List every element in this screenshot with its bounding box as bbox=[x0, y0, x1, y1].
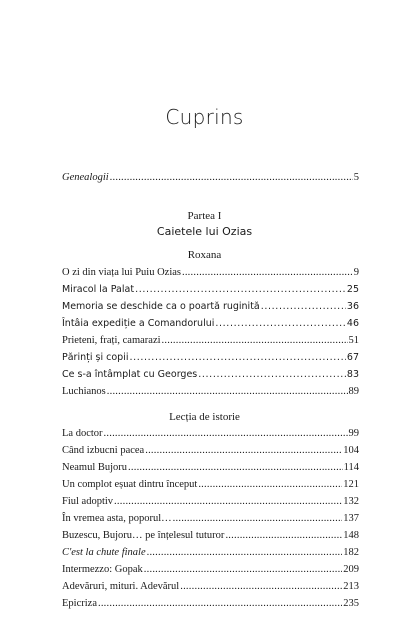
toc-entry-label: O zi din viața lui Puiu Ozias bbox=[62, 267, 181, 278]
dot-leader bbox=[110, 171, 353, 184]
dot-leader bbox=[135, 283, 346, 296]
toc-entry bbox=[62, 461, 359, 474]
dot-leader bbox=[107, 385, 348, 398]
toc-entry bbox=[62, 597, 359, 610]
toc-entry-page: 99 bbox=[348, 428, 359, 439]
toc-entry-page: 9 bbox=[353, 267, 359, 278]
toc-entry-label: Părinți și copii bbox=[62, 352, 129, 363]
part-heading: Partea I bbox=[187, 210, 222, 222]
dot-leader bbox=[98, 597, 342, 610]
toc-entry-label: Adevăruri, mituri. Adevărul bbox=[62, 581, 180, 592]
toc-entry bbox=[62, 563, 359, 576]
toc-entry-label: Ce s-a întâmplat cu Georges bbox=[62, 369, 198, 380]
toc-entry-page: 36 bbox=[346, 301, 359, 312]
toc-entry-label: Când izbucni pacea bbox=[62, 445, 145, 456]
toc-entry-page: 235 bbox=[343, 598, 359, 609]
toc-entry-label: Genealogii bbox=[62, 172, 109, 183]
toc-entry-page: 148 bbox=[343, 530, 359, 541]
toc-entry-page: 114 bbox=[343, 462, 359, 473]
toc-entry-label: Neamul Bujoru bbox=[62, 462, 128, 473]
toc-entry-page: 137 bbox=[343, 513, 359, 524]
toc-entry-page: 25 bbox=[346, 284, 359, 295]
toc-entry bbox=[62, 495, 359, 508]
toc-entry bbox=[62, 368, 359, 381]
dot-leader bbox=[225, 529, 342, 542]
toc-entry-label: Miracol la Palat bbox=[62, 284, 135, 295]
dot-leader bbox=[144, 563, 342, 576]
toc-entry bbox=[62, 283, 359, 296]
toc-entry-label: C'est la chute finale bbox=[62, 547, 146, 558]
toc-entry-page: 182 bbox=[343, 547, 359, 558]
dot-leader bbox=[173, 512, 343, 525]
toc-entry-page: 213 bbox=[343, 581, 359, 592]
toc-entry bbox=[62, 266, 359, 279]
toc-entry-label: Luchianos bbox=[62, 386, 106, 397]
dot-leader bbox=[145, 444, 342, 457]
dot-leader bbox=[182, 266, 353, 279]
toc-entry-page: 83 bbox=[346, 369, 359, 380]
dot-leader bbox=[128, 461, 343, 474]
dot-leader bbox=[162, 334, 348, 347]
dot-leader bbox=[261, 300, 346, 313]
toc-entry-page: 67 bbox=[346, 352, 359, 363]
toc-entry-label: Prieteni, frați, camarazi bbox=[62, 335, 161, 346]
toc-entry-label: Un complot eșuat dintru început bbox=[62, 479, 198, 490]
dot-leader bbox=[114, 495, 342, 508]
toc-entry bbox=[62, 300, 359, 313]
toc-entry-page: 132 bbox=[343, 496, 359, 507]
toc-entry-page: 51 bbox=[348, 335, 359, 346]
toc-entry bbox=[62, 478, 359, 491]
toc-entry bbox=[62, 385, 359, 398]
toc-entry-page: 5 bbox=[353, 172, 359, 183]
toc-entry-page: 121 bbox=[343, 479, 359, 490]
page-title: Cuprins bbox=[165, 105, 244, 129]
toc-entry bbox=[62, 546, 359, 559]
part-subtitle: Caietele lui Ozias bbox=[156, 225, 253, 238]
toc-entry bbox=[62, 529, 359, 542]
section-heading-lectia: Lecția de istorie bbox=[169, 411, 240, 423]
toc-entry-page: 209 bbox=[343, 564, 359, 575]
dot-leader bbox=[129, 351, 345, 364]
toc-entry-page: 46 bbox=[346, 318, 359, 329]
toc-entry-label: În vremea asta, poporul… bbox=[62, 513, 172, 524]
toc-entry bbox=[62, 334, 359, 347]
dot-leader bbox=[147, 546, 343, 559]
toc-entry-label: Întâia expediție a Comandorului bbox=[62, 318, 215, 329]
dot-leader bbox=[104, 427, 348, 440]
section-heading-roxana: Roxana bbox=[187, 249, 222, 261]
toc-entry-label: Buzescu, Bujoru… pe înțelesul tuturor bbox=[62, 530, 225, 541]
toc-entry-genealogii bbox=[62, 171, 359, 184]
toc-entry-label: Intermezzo: Gopak bbox=[62, 564, 143, 575]
dot-leader bbox=[198, 368, 346, 381]
toc-entry bbox=[62, 580, 359, 593]
toc-entry-label: Epicriza bbox=[62, 598, 97, 609]
toc-entry-label: La doctor bbox=[62, 428, 103, 439]
toc-entry-page: 104 bbox=[343, 445, 359, 456]
dot-leader bbox=[215, 317, 346, 330]
dot-leader bbox=[198, 478, 342, 491]
dot-leader bbox=[180, 580, 342, 593]
toc-entry bbox=[62, 444, 359, 457]
toc-entry-label: Memoria se deschide ca o poartă ruginită bbox=[62, 301, 260, 312]
toc-entry-label: Fiul adoptiv bbox=[62, 496, 114, 507]
toc-entry bbox=[62, 351, 359, 364]
toc-entry bbox=[62, 512, 359, 525]
toc-entry-page: 89 bbox=[348, 386, 359, 397]
toc-entry bbox=[62, 317, 359, 330]
toc-entry bbox=[62, 427, 359, 440]
